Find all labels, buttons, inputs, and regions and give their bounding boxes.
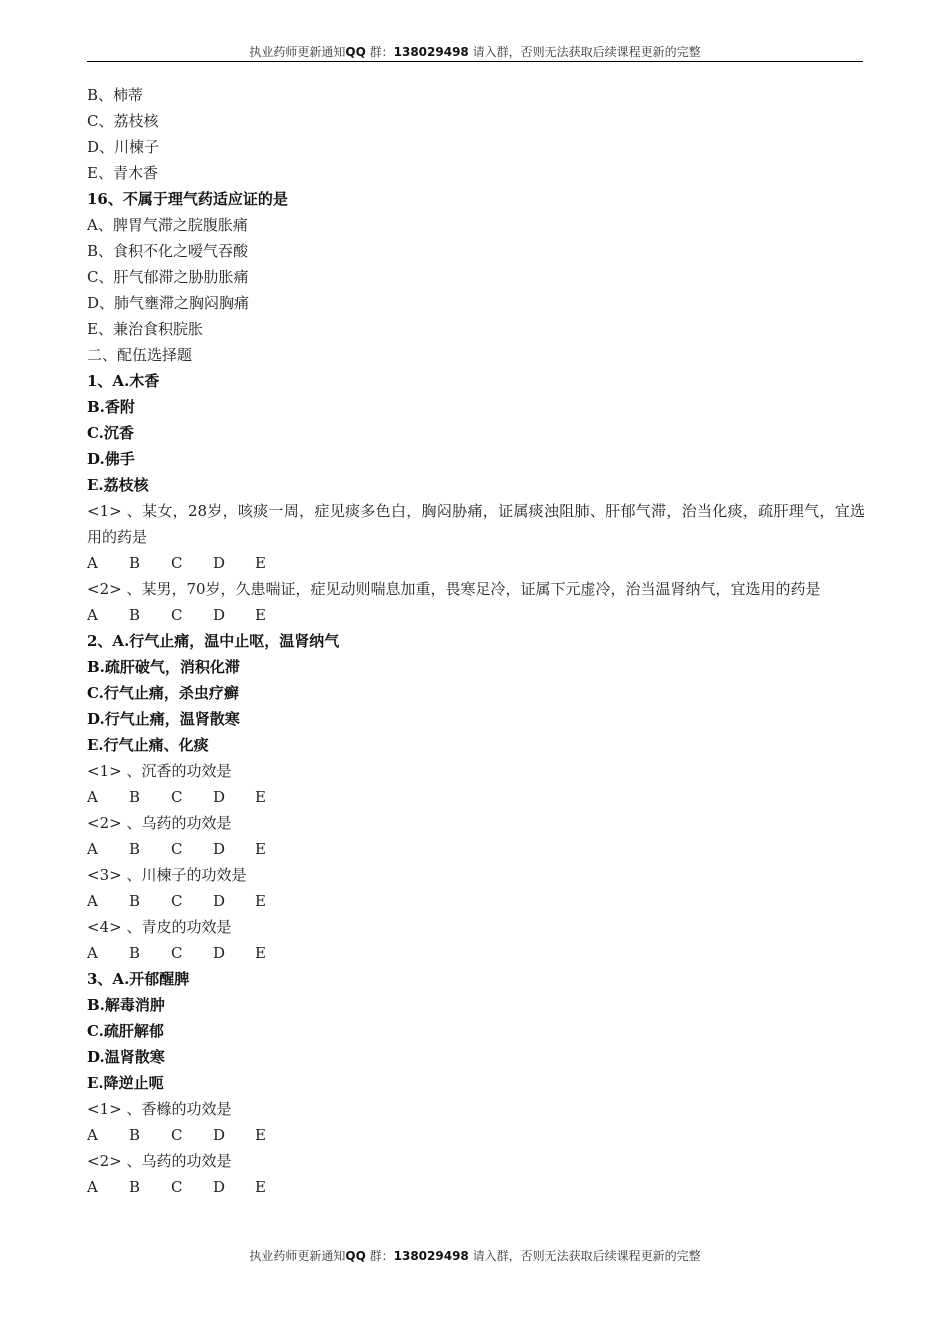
footer-group-label: 群： [365,1249,394,1263]
page-footer [87,1248,863,1264]
sub-question: <1> 、沉香的功效是 [87,762,232,780]
section-heading: 二、配伍选择题 [87,346,193,364]
group-1-option-c: C.沉香 [87,424,134,442]
sub-question: <2> 、某男，70岁，久患喘证，症见动则喘息加重，畏寒足冷，证属下元虚冷，治当温肾纳气，宜选用的药是 [87,580,821,598]
choice-d: D [213,944,226,962]
choice-d: D [213,554,226,572]
option-a: A、脾胃气滞之脘腹胀痛 [87,216,248,234]
choice-d: D [213,1126,226,1144]
group-3-option-d: D.温肾散寒 [87,1048,165,1066]
group-1-option-d: D.佛手 [87,450,135,468]
group-3-option-a: 3、A.开郁醒脾 [87,970,190,988]
group-1-option-b: B.香附 [87,398,135,416]
choice-b: B [129,944,141,962]
choice-a: A [87,788,98,806]
choice-e: E [255,1126,266,1144]
option-e: E、兼治食积脘胀 [87,320,203,338]
option-c: C、肝气郁滞之胁肋胀痛 [87,268,249,286]
choice-e: E [255,892,266,910]
option-c: C、荔枝核 [87,112,159,130]
choice-a: A [87,840,98,858]
group-1-option-e: E.荔枝核 [87,476,149,494]
sub-question: <2> 、乌药的功效是 [87,1152,232,1170]
choice-a: A [87,944,98,962]
choice-c: C [171,944,183,962]
choice-a: A [87,554,98,572]
option-b: B、食积不化之嗳气吞酸 [87,242,249,260]
choice-c: C [171,788,183,806]
header-prefix: 执业药师更新通知 [249,45,346,59]
group-2-option-d: D.行气止痛，温肾散寒 [87,710,240,728]
answer-choices [87,1174,865,1200]
choice-e: E [255,788,266,806]
choice-c: C [171,554,183,572]
choice-e: E [255,1178,266,1196]
header-group-label: 群： [365,45,394,59]
choice-b: B [129,554,141,572]
choice-a: A [87,606,98,624]
group-3-option-b: B.解毒消肿 [87,996,165,1014]
choice-a: A [87,1126,98,1144]
choice-e: E [255,840,266,858]
answer-choices [87,602,865,628]
sub-question: <3> 、川楝子的功效是 [87,866,247,884]
choice-a: A [87,1178,98,1196]
footer-qq-number: 138029498 [393,1249,469,1263]
page-header [87,44,863,62]
choice-a: A [87,892,98,910]
choice-d: D [213,892,226,910]
option-d: D、川楝子 [87,138,160,156]
answer-choices [87,888,865,914]
choice-b: B [129,1126,141,1144]
sub-question: <2> 、乌药的功效是 [87,814,232,832]
choice-b: B [129,1178,141,1196]
group-2-option-c: C.行气止痛，杀虫疗癣 [87,684,239,702]
document-body [87,82,865,1200]
answer-choices [87,1122,865,1148]
header-qq-label: QQ [345,45,366,59]
sub-question: <4> 、青皮的功效是 [87,918,232,936]
answer-choices [87,784,865,810]
header-suffix: 请入群，否则无法获取后续课程更新的完整 [468,45,701,59]
choice-e: E [255,554,266,572]
option-b: B、柿蒂 [87,86,144,104]
question-16: 16、不属于理气药适应证的是 [87,190,288,208]
choice-d: D [213,606,226,624]
answer-choices [87,550,865,576]
group-2-option-a: 2、A.行气止痛，温中止呕，温肾纳气 [87,632,340,650]
choice-d: D [213,1178,226,1196]
choice-c: C [171,606,183,624]
footer-prefix: 执业药师更新通知 [249,1249,346,1263]
sub-question: <1> 、某女，28岁，咳痰一周，症见痰多色白，胸闷胁痛，证属痰浊阻肺、肝郁气滞，治当化痰，疏肝理气，宜选用的药是 [87,502,865,546]
option-d: D、肺气壅滞之胸闷胸痛 [87,294,250,312]
group-3-option-e: E.降逆止呃 [87,1074,164,1092]
header-qq-number: 138029498 [393,45,469,59]
footer-suffix: 请入群，否则无法获取后续课程更新的完整 [468,1249,701,1263]
sub-question: <1> 、香橼的功效是 [87,1100,232,1118]
choice-b: B [129,840,141,858]
choice-d: D [213,788,226,806]
choice-b: B [129,606,141,624]
choice-d: D [213,840,226,858]
answer-choices [87,836,865,862]
answer-choices [87,940,865,966]
option-e: E、青木香 [87,164,158,182]
choice-c: C [171,1126,183,1144]
choice-b: B [129,788,141,806]
choice-c: C [171,840,183,858]
group-2-option-b: B.疏肝破气，消积化滞 [87,658,240,676]
choice-c: C [171,1178,183,1196]
choice-c: C [171,892,183,910]
group-2-option-e: E.行气止痛、化痰 [87,736,209,754]
footer-qq-label: QQ [345,1249,366,1263]
group-3-option-c: C.疏肝解郁 [87,1022,164,1040]
choice-e: E [255,606,266,624]
group-1-option-a: 1、A.木香 [87,372,160,390]
choice-e: E [255,944,266,962]
choice-b: B [129,892,141,910]
